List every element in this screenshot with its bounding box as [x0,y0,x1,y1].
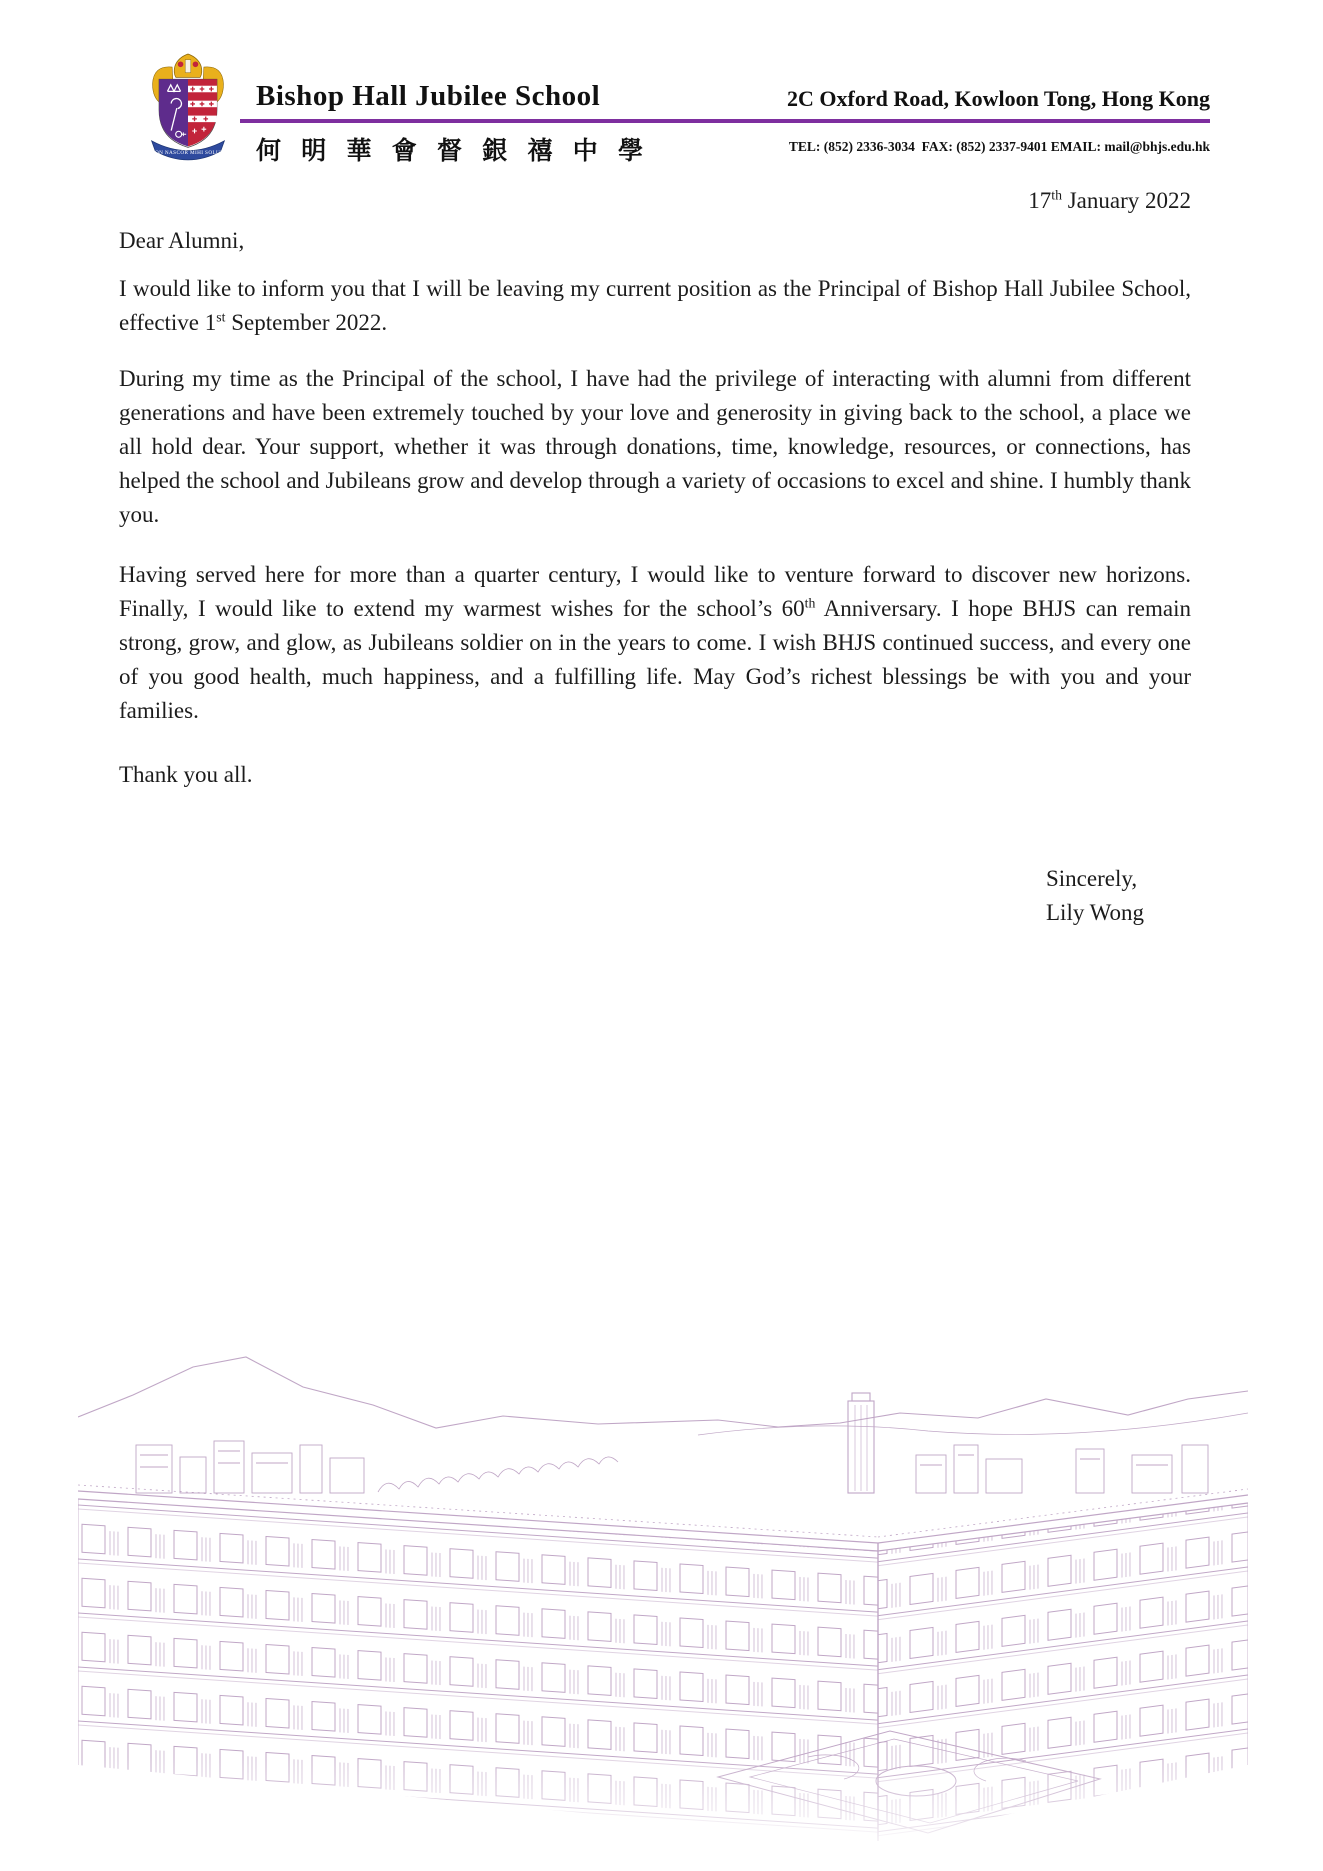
letterhead-divider-line [240,119,1210,123]
campus-watermark-illustration [78,1295,1248,1861]
school-contact-info: TEL: (852) 2336-3034 FAX: (852) 2337-9401 EMAIL: mail@bhjs.edu.hk [788,139,1210,154]
closing-line: Thank you all. [119,762,253,787]
signoff: Sincerely, [1046,866,1138,891]
crest-mitre-gem-right [193,61,199,67]
school-name-english: Bishop Hall Jubilee School [256,80,601,112]
paragraph-1: I would like to inform you that I will be leaving my current position as the Principal of Bishop Hall Jubilee School, effective 1st September 2022. [119,276,1191,335]
school-address: 2C Oxford Road, Kowloon Tong, Hong Kong [787,86,1210,111]
letter-date: 17th January 2022 [1028,187,1191,213]
tree-line [378,1457,618,1492]
tall-tower [848,1393,874,1493]
school-crest [146,50,230,170]
mountain-ridge-far [698,1413,1248,1435]
signature-block [1046,862,1191,930]
crest-mitre-gem-left [178,61,184,67]
paragraph-3: Having served here for more than a quarter century, I would like to venture forward to discover new horizons. Finally, I would like to extend my warmest wishes for the school’s 60th Anniversary. I hope BHJS can remain strong, grow, and glow, as Jubileans soldier on in the years to come. I wish BHJS continued success, and every one of you good health, much happiness, and a fulfilling life. May God’s richest blessings be with you and your families. [119,562,1191,723]
salutation: Dear Alumni, [119,228,245,253]
crest-mitre-band [185,60,191,73]
paragraph-2: During my time as the Principal of the school, I have had the privilege of interacting with alumni from different generations and have been extremely touched by your love and generosity in giving back to the school, a place we all hold dear. Your support, whether it was through donations, time, knowledge, resources, or connections, has helped the school and Jubileans grow and develop through a variety of occasions to excel and shine. I humbly thank you. [119,366,1191,527]
watermark-fade [78,1757,1248,1861]
city-skyline-right [916,1445,1208,1493]
school-name-chinese: 何 明 華 會 督 銀 禧 中 學 [256,138,651,165]
mountain-ridge [78,1357,1248,1428]
city-skyline-left [136,1441,364,1493]
crest-motto-text: NON NASCOR MIHI SOLUM [150,149,226,156]
letter-body [119,186,1191,930]
signature-name: Lily Wong [1046,900,1145,925]
